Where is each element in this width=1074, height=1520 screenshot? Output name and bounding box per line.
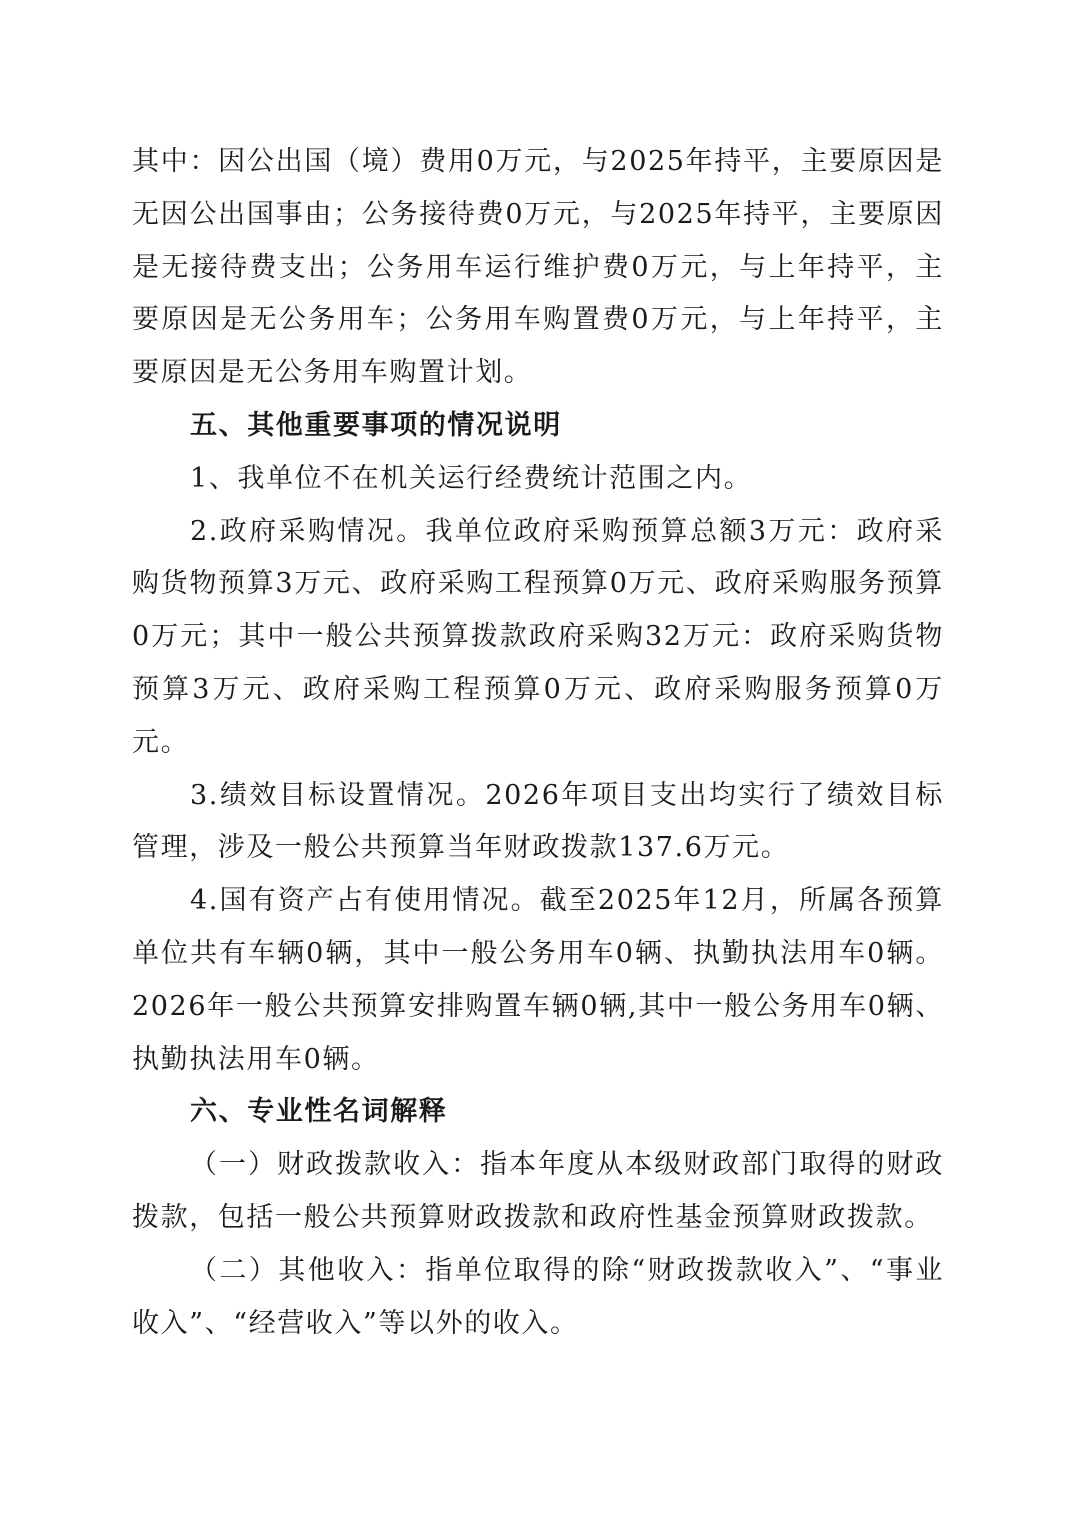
paragraph-state-assets: 4.国有资产占有使用情况。截至2025年12月，所属各预算单位共有车辆0辆，其中一般公务用车0辆、执勤执法用车0辆。2026年一般公共预算安排购置车辆0辆,其中一般公务用车0辆、执勤执法用车0辆。	[132, 885, 944, 1075]
paragraph-term-other-income: （二）其他收入：指单位取得的除“财政拨款收入”、“事业收入”、“经营收入”等以外的收入。	[132, 1254, 944, 1339]
paragraph-government-procurement: 2.政府采购情况。我单位政府采购预算总额3万元：政府采购货物预算3万元、政府采购工程预算0万元、政府采购服务预算0万元；其中一般公共预算拨款政府采购32万元：政府采购货物预算3万元、政府采购工程预算0万元、政府采购服务预算0万元。	[132, 515, 944, 758]
paragraph-performance-targets: 3.绩效目标设置情况。2026年项目支出均实行了绩效目标管理，涉及一般公共预算当年财政拨款137.6万元。	[132, 779, 944, 864]
paragraph-public-funds-detail: 其中：因公出国（境）费用0万元，与2025年持平，主要原因是无因公出国事由；公务接待费0万元，与2025年持平，主要原因是无接待费支出；公务用车运行维护费0万元，与上年持平，主要原因是无公务用车；公务用车购置费0万元，与上年持平，主要原因是无公务用车购置计划。	[132, 146, 944, 389]
document-body	[132, 136, 944, 1350]
paragraph-operating-expenses: 1、我单位不在机关运行经费统计范围之内。	[190, 462, 753, 494]
section-heading-terminology: 六、专业性名词解释	[190, 1096, 448, 1128]
section-heading-other-matters: 五、其他重要事项的情况说明	[190, 409, 562, 441]
paragraph-term-fiscal-appropriation: （一）财政拨款收入：指本年度从本级财政部门取得的财政拨款，包括一般公共预算财政拨款和政府性基金预算财政拨款。	[132, 1149, 944, 1233]
